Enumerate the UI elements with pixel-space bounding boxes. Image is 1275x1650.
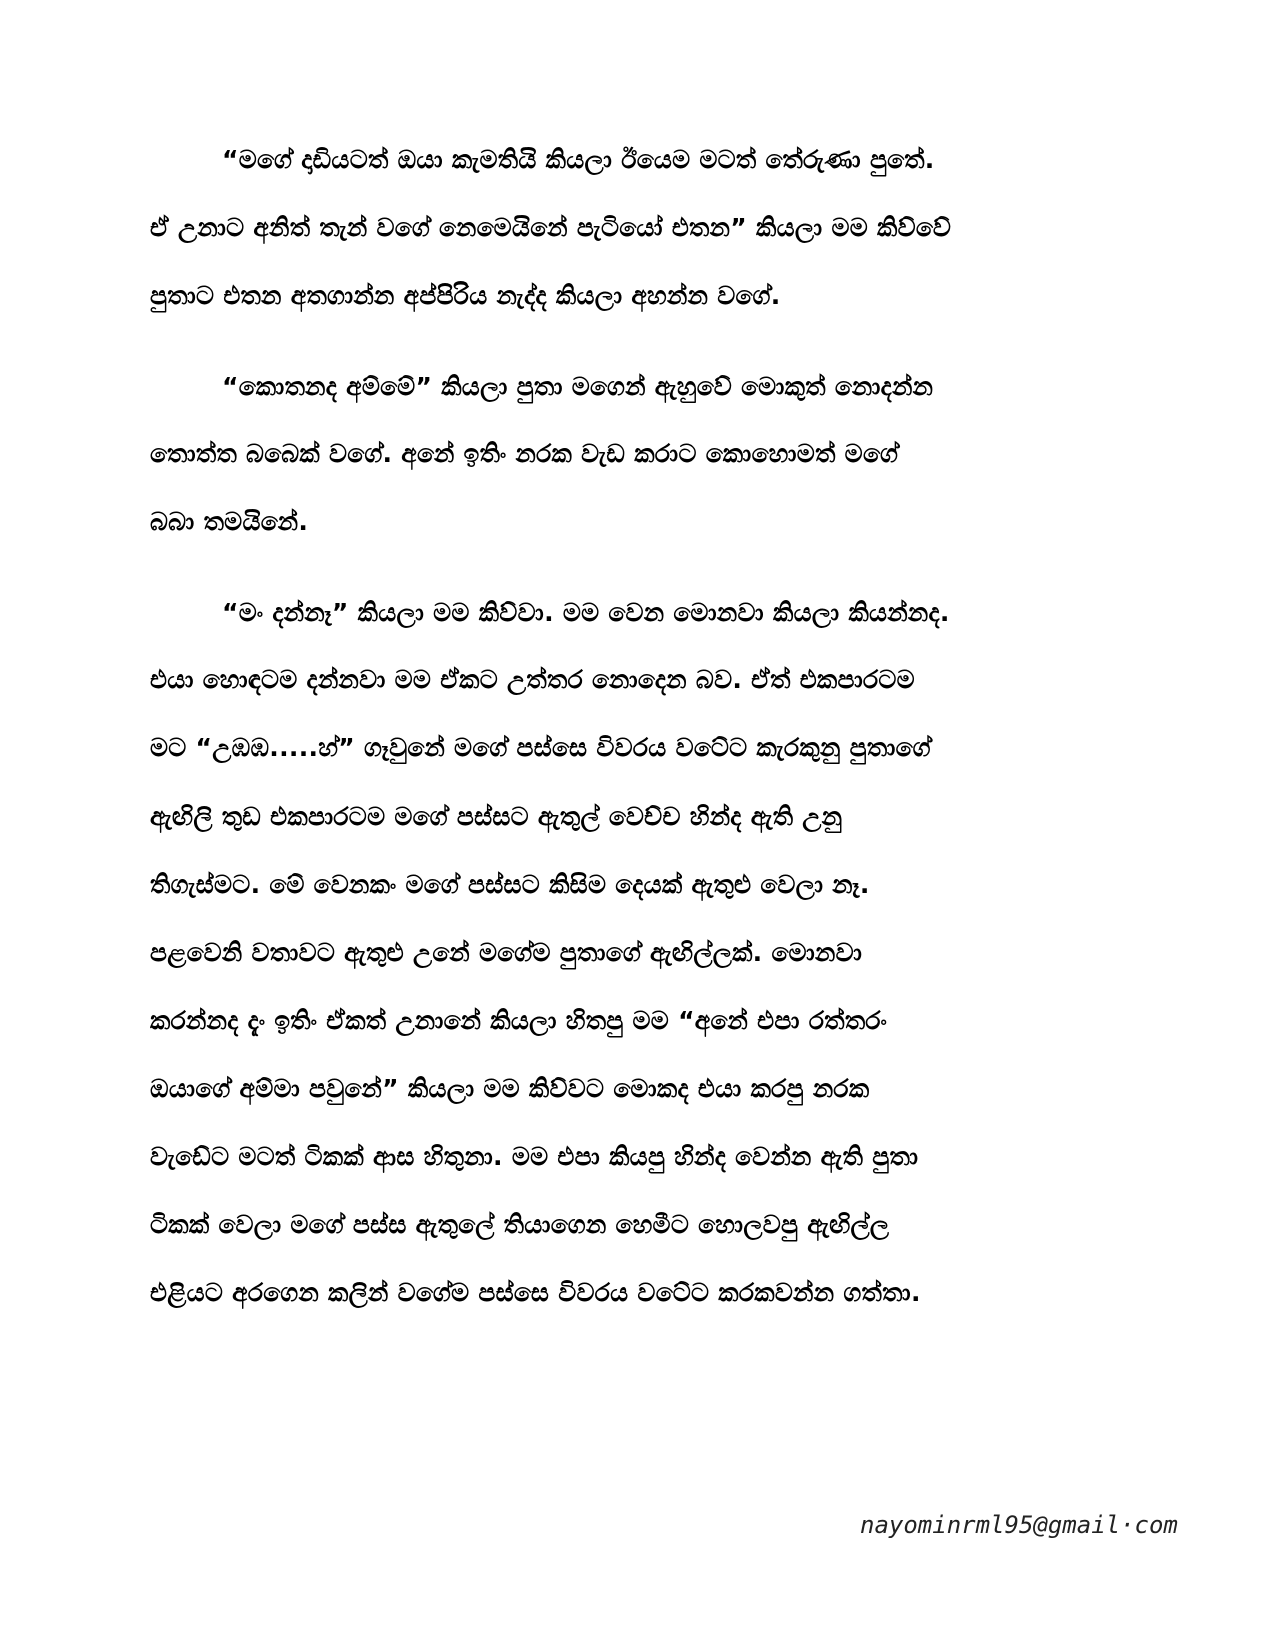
text-line: වැඩේට මටත් ටිකක් ආස හිතුනා. මම එපා කියපු හින්ද වෙන්න ඇති පුතා	[150, 1142, 919, 1171]
text-line: තොත්ත බබෙක් වගේ. අනේ ඉතිං නරක වැඩ කරාට කොහොමත් මගේ	[150, 439, 899, 468]
text-line: ඔයාගේ අම්මා පවුනේ” කියලා මම කිව්වට මොකද එයා කරපු නරක	[150, 1074, 870, 1103]
text-line: බබා තමයිනේ.	[150, 507, 309, 536]
text-line: පුතාට එතන අතගාන්න අප්පිරිය නැද්ද කියලා අහන්න වගේ.	[150, 281, 781, 310]
text-line: තිගැස්මට. මේ වෙනකං මගේ පස්සට කිසිම දෙයක් ඇතුළු වෙලා නෑ.	[150, 870, 870, 899]
text-line: එයා හොඳටම දන්නවා මම ඒකට උත්තර නොදෙන බව. ඒත් එකපාරටම	[150, 665, 915, 694]
text-line: ඒ උනාට අනිත් තැන් වගේ නෙමෙයිනේ පැටියෝ එතන” කියලා මම කිව්වේ	[150, 213, 952, 242]
text-line: පළවෙනි වතාවට ඇතුළු උනේ මගේම පුතාගේ ඇඟිල්ලක්. මොනවා	[150, 938, 863, 967]
text-line: ඇඟිලි තුඩ එකපාරටම මගේ පස්සට ඇතුල් වෙච්ච හින්ද ඇති උනු	[150, 802, 843, 831]
text-line: “මගේ දාඩියටත් ඔයා කැමතියි කියලා ඊයෙම මටත් තේරුණා පුතේ.	[222, 145, 935, 174]
text-line: මට “උඹඹ.....හ්” ගෑවුනේ මගේ පස්සෙ විවරය වටේට කැරකුනු පුතාගේ	[150, 733, 931, 762]
text-line: එළියට අරගෙන කලින් වගේම පස්සෙ විවරය වටේට කරකවන්න ගත්තා.	[150, 1278, 921, 1307]
text-line: “මං දන්නෑ” කියලා මම කිව්වා. මම වෙන මොනවා කියලා කියන්නද.	[222, 598, 950, 627]
author-email: nayominrml95@gmail·com	[860, 1511, 1178, 1539]
text-line: කරන්නද දැං ඉතිං ඒකත් උනානේ කියලා හිතපු මම “අනේ එපා රත්තරං	[150, 1006, 888, 1035]
text-line: ටිකක් වෙලා මගේ පස්ස ඇතුලේ තියාගෙන හෙමීට හොලවපු ඇඟිල්ල	[150, 1210, 890, 1239]
text-line: “කොතනද අම්මේ” කියලා පුතා මගෙන් ඇහුවේ මොකුත් නොදන්න	[222, 372, 934, 401]
